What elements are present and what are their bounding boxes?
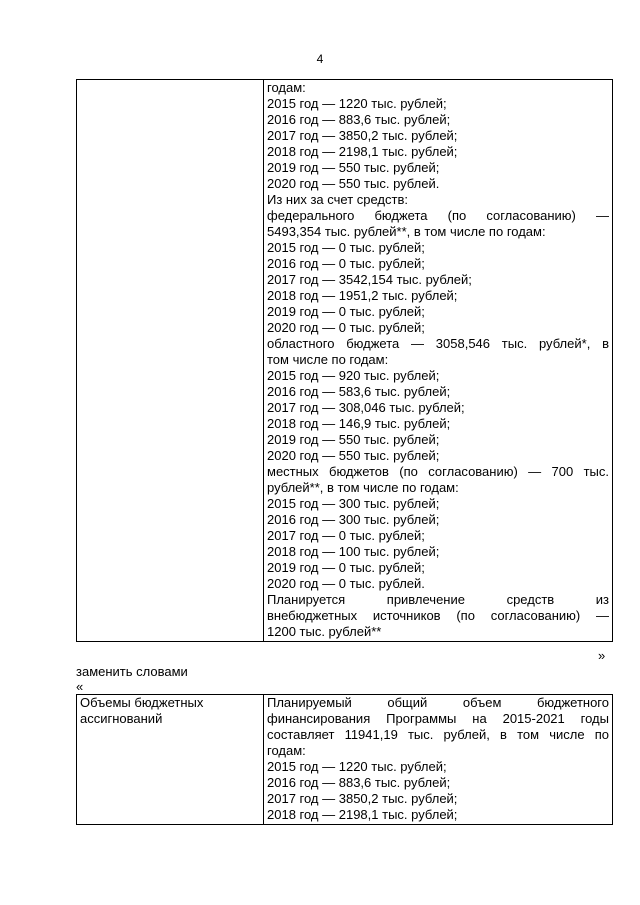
text-line: 2019 год — 550 тыс. рублей;: [267, 160, 440, 175]
text-line: 2015 год — 300 тыс. рублей;: [267, 496, 440, 511]
text-line: 2016 год — 883,6 тыс. рублей;: [267, 775, 451, 790]
text-line: 2015 год — 1220 тыс. рублей;: [267, 96, 447, 111]
text-line: 2016 год — 0 тыс. рублей;: [267, 256, 425, 271]
text-line: 2017 год — 0 тыс. рублей;: [267, 528, 425, 543]
text-line: областного бюджета — 3058,546 тыс. рублей*, в: [267, 336, 609, 351]
text-line: 2018 год — 146,9 тыс. рублей;: [267, 416, 451, 431]
text-line: местных бюджетов (по согласованию) — 700 тыс.: [267, 464, 609, 479]
table-row: [77, 695, 613, 825]
table-row: [77, 80, 613, 642]
text-line: внебюджетных источников (по согласованию) —: [267, 608, 609, 623]
text-line: Из них за счет средств:: [267, 192, 408, 207]
text-line: 2016 год — 300 тыс. рублей;: [267, 512, 440, 527]
funding-table-old: [76, 79, 613, 642]
funding-text-cell: [264, 695, 613, 825]
text-line: 2016 год — 583,6 тыс. рублей;: [267, 384, 451, 399]
left-cell-label: [77, 695, 264, 825]
text-line: 2020 год — 0 тыс. рублей.: [267, 576, 425, 591]
funding-text-cell: [264, 80, 613, 642]
text-line: финансирования Программы на 2015-2021 годы: [267, 711, 609, 726]
text-line: 2017 год — 308,046 тыс. рублей;: [267, 400, 465, 415]
text-line: 2019 год — 0 тыс. рублей;: [267, 304, 425, 319]
text-line: федерального бюджета (по согласованию) —: [267, 208, 609, 223]
text-line: 1200 тыс. рублей**: [267, 624, 382, 639]
text-line: рублей**, в том числе по годам:: [267, 480, 459, 495]
text-line: 2017 год — 3850,2 тыс. рублей;: [267, 791, 458, 806]
text-line: 2018 год — 1951,2 тыс. рублей;: [267, 288, 458, 303]
text-line: том числе по годам:: [267, 352, 389, 367]
allocation-label: Объемы бюджетных ассигнований: [80, 695, 204, 726]
text-line: Планируется привлечение средств из: [267, 592, 609, 607]
text-line: 2019 год — 0 тыс. рублей;: [267, 560, 425, 575]
opening-quote: «: [76, 679, 84, 694]
text-line: Планируемый общий объем бюджетного: [267, 695, 609, 710]
text-line: 2018 год — 2198,1 тыс. рублей;: [267, 807, 458, 822]
page-number: 4: [316, 52, 324, 66]
text-line: годам:: [267, 743, 306, 758]
text-line: 2020 год — 550 тыс. рублей.: [267, 176, 440, 191]
closing-quote: »: [598, 648, 606, 663]
text-line: 2017 год — 3850,2 тыс. рублей;: [267, 128, 458, 143]
text-line: 2015 год — 1220 тыс. рублей;: [267, 759, 447, 774]
text-line: 2020 год — 0 тыс. рублей;: [267, 320, 425, 335]
text-line: 2017 год — 3542,154 тыс. рублей;: [267, 272, 472, 287]
text-line: 2015 год — 920 тыс. рублей;: [267, 368, 440, 383]
text-line: составляет 11941,19 тыс. рублей, в том числе по: [267, 727, 609, 742]
text-line: годам:: [267, 80, 306, 95]
text-line: 2015 год — 0 тыс. рублей;: [267, 240, 425, 255]
text-line: 2018 год — 100 тыс. рублей;: [267, 544, 440, 559]
left-cell-empty: [77, 80, 264, 642]
funding-table-new: [76, 694, 613, 825]
text-line: 2016 год — 883,6 тыс. рублей;: [267, 112, 451, 127]
text-line: 2018 год — 2198,1 тыс. рублей;: [267, 144, 458, 159]
text-line: 2019 год — 550 тыс. рублей;: [267, 432, 440, 447]
text-line: 2020 год — 550 тыс. рублей;: [267, 448, 440, 463]
text-line: 5493,354 тыс. рублей**, в том числе по годам:: [267, 224, 546, 239]
replace-instruction: заменить словами: [76, 664, 188, 679]
